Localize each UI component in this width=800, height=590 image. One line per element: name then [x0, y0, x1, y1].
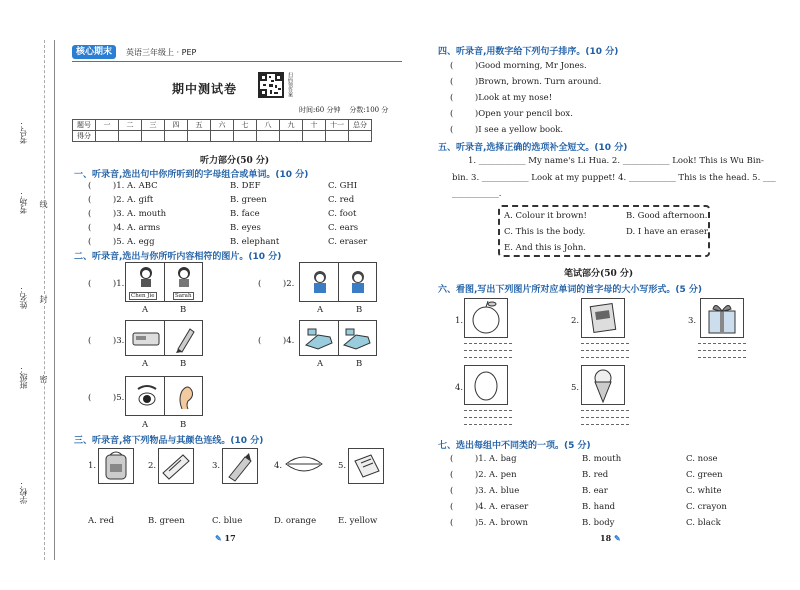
crayon-icon: [223, 449, 257, 483]
q2-3-b[interactable]: B: [180, 359, 187, 369]
score-input-cell[interactable]: [165, 131, 188, 142]
score-cell: 六: [211, 120, 234, 131]
q4-row-3[interactable]: ( )Look at my nose!: [450, 93, 553, 103]
q2-item-5[interactable]: ( )5.: [88, 393, 125, 403]
q4-row-5[interactable]: ( )I see a yellow book.: [450, 125, 564, 135]
q6-title: 六、看图,写出下列图片所对应单词的首字母的大小写形式。(5 分): [438, 285, 703, 295]
q4-title: 四、听录音,用数字给下列句子排序。(10 分): [438, 47, 619, 57]
q3-color-c[interactable]: C. blue: [212, 516, 243, 526]
q7-title: 七、选出每组中不同类的一项。(5 分): [438, 441, 591, 451]
q2-1-images: [125, 262, 203, 302]
q3-color-b[interactable]: B. green: [148, 516, 185, 526]
q6-num-1: 1.: [455, 316, 464, 326]
q1-row-1: [88, 181, 158, 191]
q3-color-d[interactable]: D. orange: [274, 516, 317, 526]
q7-option-a[interactable]: ( )2. A. pen: [450, 470, 517, 480]
egg-icon: [465, 366, 507, 404]
score-input-cell[interactable]: [303, 131, 326, 142]
written-header: 笔试部分(50 分): [564, 269, 634, 279]
q3-pic-4[interactable]: [284, 448, 324, 484]
q7-option-a[interactable]: ( )3. A. blue: [450, 486, 520, 496]
q2-item-2[interactable]: ( )2.: [258, 279, 295, 289]
q6-pic-3: [700, 298, 744, 338]
q6-write-line[interactable]: [464, 343, 512, 344]
subject-label: 英语三年级上 · PEP: [126, 48, 197, 57]
q6-write-line[interactable]: [581, 417, 629, 418]
q3-pic-2[interactable]: [158, 448, 194, 484]
score-input-cell[interactable]: [211, 131, 234, 142]
q7-option-b[interactable]: B. mouth: [582, 454, 622, 464]
book-icon: [349, 449, 383, 483]
exam-title: 期中测试卷: [172, 82, 238, 96]
q2-3-images: [125, 320, 203, 356]
margin-xuexiao: 学校：: [19, 480, 28, 504]
q7-option-a[interactable]: ( )4. A. eraser: [450, 502, 529, 512]
score-cell: 十一: [326, 120, 349, 131]
q6-num-3: 3.: [688, 316, 697, 326]
pencil-case-icon: [159, 449, 193, 483]
q7-option-c[interactable]: C. crayon: [686, 502, 727, 512]
q1-option-a[interactable]: ( )1. A. ABC: [88, 181, 158, 191]
q5-options-box: [498, 205, 710, 257]
q3-color-e[interactable]: E. yellow: [338, 516, 378, 526]
q5-option-b[interactable]: B. Good afternoon.: [626, 211, 708, 221]
q3-num-1: 1.: [88, 461, 97, 471]
q3-items: [86, 448, 386, 488]
hand-icon: [304, 325, 336, 353]
score-cell: 五: [188, 120, 211, 131]
q2-5-images: [125, 376, 203, 416]
q6-write-line[interactable]: [464, 410, 512, 411]
q6-write-line[interactable]: [581, 343, 629, 344]
page-number-left: [215, 533, 236, 543]
score-cell: 一: [96, 120, 119, 131]
mouth-icon: [284, 448, 324, 482]
q2-4-a[interactable]: A: [317, 359, 324, 369]
score-cell: 总分: [349, 120, 372, 131]
q5-option-a[interactable]: A. Colour it brown!: [504, 211, 587, 221]
book-icon: [582, 299, 624, 337]
q2-item-1[interactable]: ( )1.: [88, 279, 125, 289]
binding-margin: [10, 40, 70, 560]
score-input-cell[interactable]: [188, 131, 211, 142]
q2-1-b[interactable]: B: [180, 305, 187, 315]
q6-write-line[interactable]: [464, 350, 512, 351]
q3-num-2: 2.: [148, 461, 157, 471]
q3-pic-1[interactable]: [98, 448, 134, 484]
q1-option-c[interactable]: C. GHI: [328, 181, 358, 191]
q5-passage-line1: 1. ___________ My name's Li Hua. 2. ___________ Look! This is Wu Bin-: [468, 156, 764, 166]
q4-row-4[interactable]: ( )Open your pencil box.: [450, 109, 573, 119]
margin-kaochang: 考场：: [19, 190, 28, 214]
score-cell: 题号: [73, 120, 96, 131]
score-cell: 八: [257, 120, 280, 131]
q1-row-3: [88, 209, 166, 219]
q1-row-5: [88, 237, 155, 247]
q2-2-images: [299, 262, 377, 302]
q1-title: 一、听录音,选出句中你所听到的字母组合或单词。(10 分): [74, 170, 309, 180]
q2-title: 二、听录音,选出与你所听内容相符的图片。(10 分): [74, 252, 282, 262]
girl-icon: [138, 265, 154, 287]
q6-write-line[interactable]: [581, 350, 629, 351]
q4-row-2[interactable]: ( )Brown, brown. Turn around.: [450, 77, 602, 87]
q1-option-b[interactable]: B. elephant: [230, 237, 280, 247]
hand-icon: [342, 325, 374, 353]
q6-write-line[interactable]: [698, 343, 746, 344]
qr-pattern-icon: [260, 74, 282, 96]
score-input-cell[interactable]: [326, 131, 349, 142]
q6-pic-5: [581, 365, 625, 405]
q1-option-a[interactable]: ( )2. A. gift: [88, 195, 154, 205]
margin-solid-line: [54, 40, 55, 560]
margin-xian: 线: [39, 200, 48, 208]
q2-4-images: [299, 320, 377, 356]
q1-option-b[interactable]: B. green: [230, 195, 267, 205]
score-input-cell[interactable]: [142, 131, 165, 142]
q3-pic-3[interactable]: [222, 448, 258, 484]
margin-feng: 封: [39, 295, 48, 303]
ear-icon: [176, 383, 196, 411]
q7-option-b[interactable]: B. ear: [582, 486, 608, 496]
q1-row-2: [88, 195, 153, 205]
girl-icon: [176, 265, 192, 287]
margin-banji: 班级：: [19, 365, 28, 389]
q6-write-line[interactable]: [581, 410, 629, 411]
q1-row-4: [88, 223, 160, 233]
apple-icon: [465, 299, 507, 337]
score-input-cell[interactable]: [280, 131, 303, 142]
q2-5-a[interactable]: A: [142, 420, 149, 430]
score-cell: 得分: [73, 131, 96, 142]
margin-mi: 密: [39, 375, 48, 383]
q6-write-line[interactable]: [698, 357, 746, 358]
score-table: [72, 119, 372, 142]
score-cell: 十: [303, 120, 326, 131]
q1-option-b[interactable]: B. eyes: [230, 223, 261, 233]
exam-meta: 时间:60 分钟 分数:100 分: [299, 106, 389, 114]
eye-icon: [136, 383, 158, 411]
score-table-score-row: [73, 131, 372, 142]
q1-option-c[interactable]: C. foot: [328, 209, 357, 219]
q5-option-e[interactable]: E. And this is John.: [504, 243, 586, 253]
pencil-icon: [174, 325, 196, 353]
q7-option-a[interactable]: ( )1. A. bag: [450, 454, 517, 464]
q3-pic-5[interactable]: [348, 448, 384, 484]
qr-code: [258, 72, 284, 98]
schoolbag-icon: [99, 449, 133, 483]
score-cell: 三: [142, 120, 165, 131]
page-number: 17: [224, 533, 236, 543]
q3-num-3: 3.: [212, 461, 221, 471]
q6-num-2: 2.: [571, 316, 580, 326]
q6-write-line[interactable]: [464, 417, 512, 418]
q2-2-a[interactable]: A: [317, 305, 324, 315]
q1-option-c[interactable]: C. eraser: [328, 237, 368, 247]
q7-option-c[interactable]: C. green: [686, 470, 723, 480]
q7-option-b[interactable]: B. red: [582, 470, 609, 480]
q7-option-a[interactable]: ( )5. A. brown: [450, 518, 528, 528]
listening-header: 听力部分(50 分): [200, 156, 270, 166]
score-input-cell[interactable]: [257, 131, 280, 142]
q6-num-4: 4.: [455, 383, 464, 393]
score-input-cell[interactable]: [119, 131, 142, 142]
q2-2-b[interactable]: B: [356, 305, 363, 315]
score-cell: 四: [165, 120, 188, 131]
q7-option-b[interactable]: B. hand: [582, 502, 616, 512]
q6-write-line[interactable]: [581, 357, 629, 358]
page-number-right: [600, 533, 621, 543]
q2-1-a[interactable]: A: [142, 305, 149, 315]
q6-pic-4: [464, 365, 508, 405]
q5-option-c[interactable]: C. This is the body.: [504, 227, 586, 237]
boy-icon: [348, 269, 368, 297]
q2-4-b[interactable]: B: [356, 359, 363, 369]
q2-item-3[interactable]: ( )3.: [88, 336, 125, 346]
q5-option-d[interactable]: D. I have an eraser.: [626, 227, 710, 237]
pen-icon: ✎: [215, 533, 222, 543]
q3-color-a[interactable]: A. red: [88, 516, 115, 526]
q6-write-line[interactable]: [581, 424, 629, 425]
q1-option-a[interactable]: ( )5. A. egg: [88, 237, 155, 247]
q3-num-5: 5.: [338, 461, 347, 471]
label-sarah: Sarah: [175, 293, 192, 299]
brand-badge: [72, 45, 116, 59]
q5-passage-line2: bin. 3. ___________ Look at my puppet! 4. ___________ This is the head. 5. ___: [452, 173, 776, 183]
pen-icon: ✎: [613, 533, 621, 543]
q2-item-4[interactable]: ( )4.: [258, 336, 295, 346]
q6-write-line[interactable]: [464, 424, 512, 425]
score-input-cell[interactable]: [349, 131, 372, 142]
scan-label: 扫码领答案: [287, 72, 293, 97]
score-cell: 九: [280, 120, 303, 131]
q6-write-line[interactable]: [698, 350, 746, 351]
label-chen-jie: Chen Jie: [131, 293, 155, 299]
q7-option-c[interactable]: C. nose: [686, 454, 718, 464]
q1-option-c[interactable]: C. ears: [328, 223, 359, 233]
score-table-header-row: [73, 120, 372, 131]
q6-write-line[interactable]: [464, 357, 512, 358]
q2-5-b[interactable]: B: [180, 420, 187, 430]
brand-label: 核心期末: [76, 47, 113, 57]
boy-icon: [310, 269, 330, 297]
header-rule: [72, 61, 402, 62]
q1-option-a[interactable]: ( )3. A. mouth: [88, 209, 167, 219]
q7-option-c[interactable]: C. white: [686, 486, 722, 496]
q1-option-b[interactable]: B. DEF: [230, 181, 261, 191]
gift-icon: [701, 299, 743, 337]
pencil-box-icon: [132, 331, 160, 347]
q1-option-a[interactable]: ( )4. A. arms: [88, 223, 161, 233]
score-cell: 二: [119, 120, 142, 131]
ice-cream-icon: [582, 366, 624, 404]
score-input-cell[interactable]: [234, 131, 257, 142]
q1-option-c[interactable]: C. red: [328, 195, 355, 205]
q6-num-5: 5.: [571, 383, 580, 393]
q4-row-1[interactable]: ( )Good morning, Mr Jones.: [450, 61, 587, 71]
q3-num-4: 4.: [274, 461, 283, 471]
margin-kaohao: 考号：: [19, 120, 28, 144]
page-number: 18: [600, 533, 612, 543]
q3-title: 三、听录音,将下列物品与其颜色连线。(10 分): [74, 436, 264, 446]
q1-option-b[interactable]: B. face: [230, 209, 260, 219]
q7-option-c[interactable]: C. black: [686, 518, 721, 528]
q5-title: 五、听录音,选择正确的选项补全短文。(10 分): [438, 143, 628, 153]
q2-3-a[interactable]: A: [142, 359, 149, 369]
score-cell: 七: [234, 120, 257, 131]
q5-passage-line3: ___________.: [452, 189, 502, 199]
margin-xingming: 姓名：: [19, 285, 28, 309]
q6-pic-1: [464, 298, 508, 338]
q7-option-b[interactable]: B. body: [582, 518, 615, 528]
score-input-cell[interactable]: [96, 131, 119, 142]
q6-pic-2: [581, 298, 625, 338]
